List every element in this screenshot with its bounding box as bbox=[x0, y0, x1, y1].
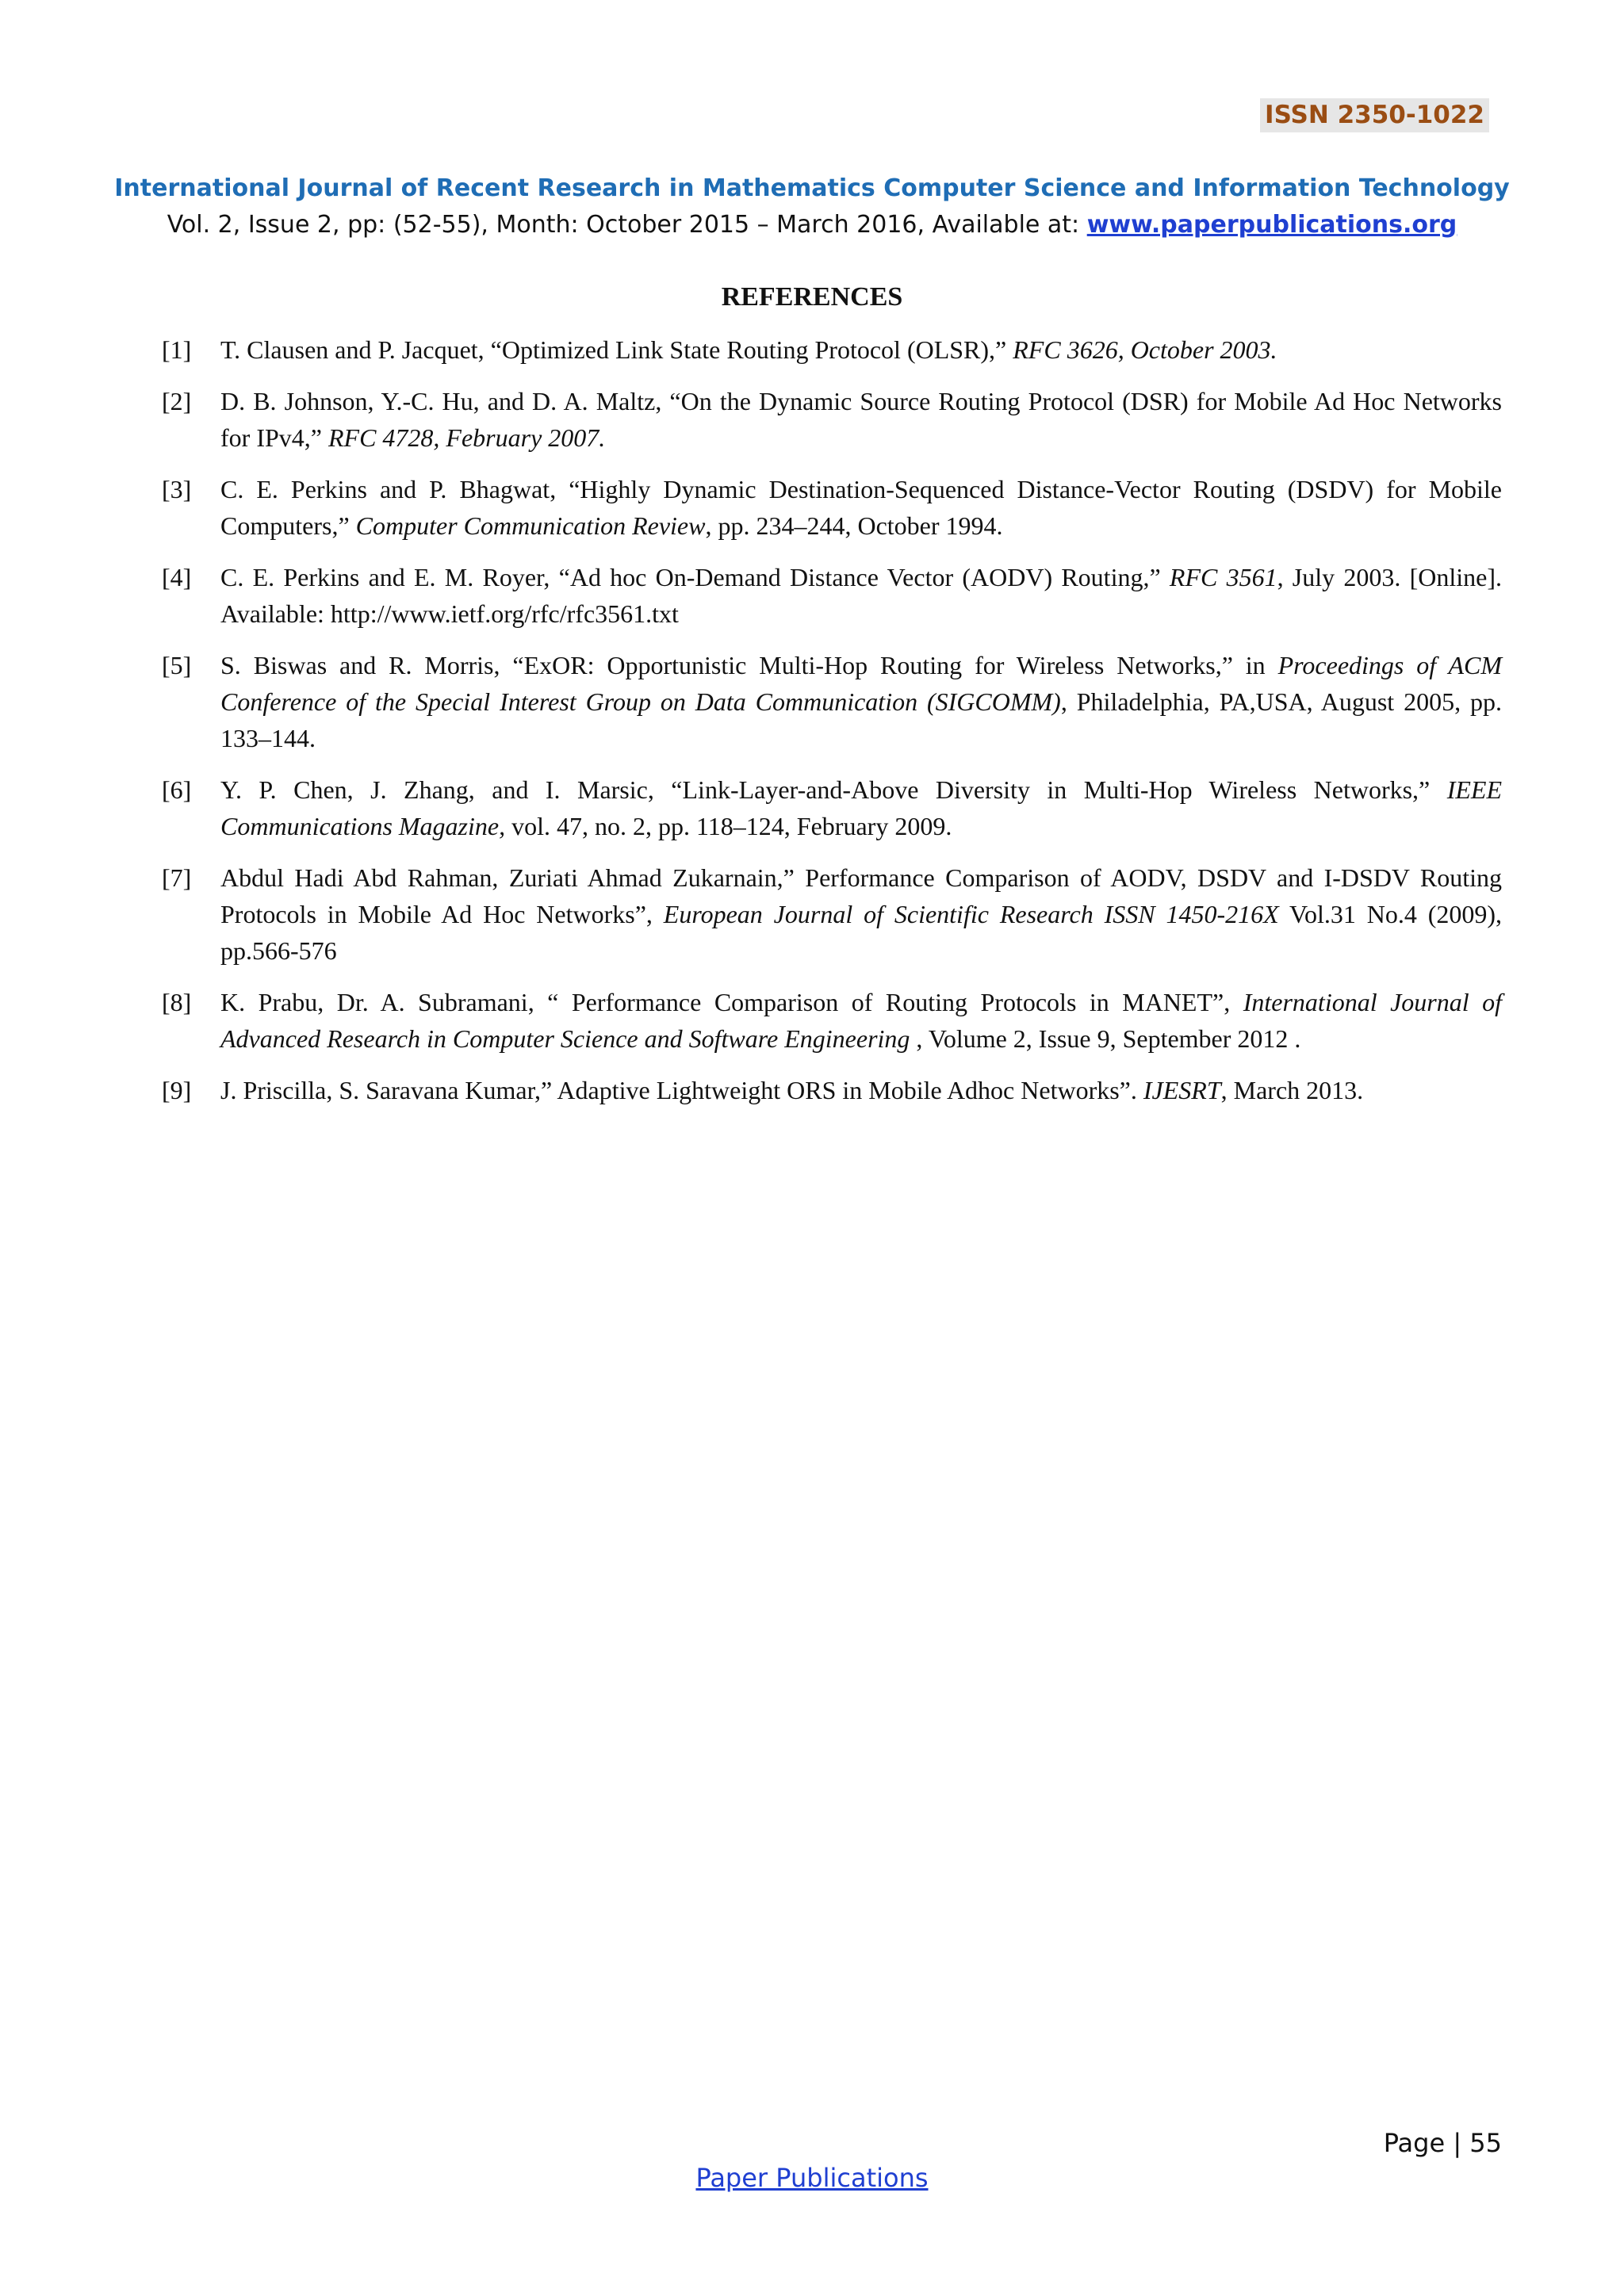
reference-text bbox=[220, 383, 1502, 456]
reference-item bbox=[162, 331, 1502, 368]
reference-number: [1] bbox=[162, 335, 192, 364]
reference-source: Proceedings of ACM Conference of the Special Interest Group on Data Communication (SIGCOMM) bbox=[220, 651, 1503, 716]
reference-source: IJESRT bbox=[1143, 1076, 1221, 1104]
reference-source: European Journal of Scientific Research ISSN 1450-216X bbox=[663, 900, 1279, 928]
reference-details: , March 2013. bbox=[1220, 1076, 1364, 1104]
reference-source: RFC 3626, October 2003. bbox=[1013, 335, 1277, 364]
reference-number: [7] bbox=[162, 863, 192, 892]
reference-list bbox=[162, 331, 1502, 1123]
reference-authors-title: C. E. Perkins and P. Bhagwat, “Highly Dynamic Destination-Sequenced Distance-Vector Routing (DSDV) for Mobile Computers,” bbox=[220, 475, 1502, 540]
reference-text bbox=[220, 984, 1502, 1057]
journal-title: International Journal of Recent Research in Mathematics Computer Science and Information Technology bbox=[114, 174, 1510, 202]
reference-number: [2] bbox=[162, 387, 192, 415]
reference-text bbox=[220, 771, 1502, 844]
reference-text bbox=[220, 559, 1502, 632]
reference-number: [3] bbox=[162, 475, 192, 503]
publisher-link[interactable]: Paper Publications bbox=[695, 2163, 929, 2193]
reference-text bbox=[220, 331, 1502, 368]
reference-authors-title: Abdul Hadi Abd Rahman, Zuriati Ahmad Zukarnain,” Performance Comparison of AODV, DSDV and I-DSDV Routing Protocols in Mobile Ad Hoc Networks”, bbox=[220, 863, 1502, 928]
reference-source: Computer Communication Review bbox=[355, 511, 706, 540]
reference-source: IEEE Communications Magazine, bbox=[220, 775, 1502, 840]
journal-info-text: Vol. 2, Issue 2, pp: (52-55), Month: October 2015 – March 2016, Available at: bbox=[167, 211, 1087, 239]
reference-number: [5] bbox=[162, 651, 192, 679]
reference-details: vol. 47, no. 2, pp. 118–124, February 2009. bbox=[505, 812, 952, 840]
reference-number: [4] bbox=[162, 563, 192, 591]
reference-item bbox=[162, 647, 1502, 756]
journal-info bbox=[0, 209, 1624, 240]
reference-number: [9] bbox=[162, 1076, 192, 1104]
reference-source: International Journal of Advanced Research in Computer Science and Software Engineering bbox=[220, 988, 1503, 1053]
reference-item bbox=[162, 1072, 1502, 1108]
reference-authors-title: C. E. Perkins and E. M. Royer, “Ad hoc On-Demand Distance Vector (AODV) Routing,” bbox=[220, 563, 1170, 591]
reference-details: Vol.31 No.4 (2009), pp.566-576 bbox=[220, 900, 1503, 965]
reference-source: RFC 3561 bbox=[1169, 563, 1277, 591]
reference-text bbox=[220, 471, 1502, 544]
reference-text bbox=[220, 1072, 1502, 1108]
reference-details: , July 2003. [Online]. Available: http://www.ietf.org/rfc/rfc3561.txt bbox=[220, 563, 1503, 628]
reference-item bbox=[162, 383, 1502, 456]
footer bbox=[0, 2163, 1624, 2193]
reference-item bbox=[162, 859, 1502, 969]
reference-authors-title: J. Priscilla, S. Saravana Kumar,” Adaptive Lightweight ORS in Mobile Adhoc Networks”. bbox=[220, 1076, 1143, 1104]
issn-label: ISSN 2350-1022 bbox=[1260, 98, 1489, 132]
reference-item bbox=[162, 559, 1502, 632]
page-number: Page | 55 bbox=[1383, 2128, 1502, 2158]
reference-item bbox=[162, 984, 1502, 1057]
reference-authors-title: D. B. Johnson, Y.-C. Hu, and D. A. Maltz, “On the Dynamic Source Routing Protocol (DSR) for Mobile Ad Hoc Networks for IPv4,” bbox=[220, 387, 1502, 452]
reference-authors-title: T. Clausen and P. Jacquet, “Optimized Link State Routing Protocol (OLSR),” bbox=[220, 335, 1013, 364]
reference-authors-title: Y. P. Chen, J. Zhang, and I. Marsic, “Link-Layer-and-Above Diversity in Multi-Hop Wireless Networks,” bbox=[220, 775, 1447, 804]
reference-item bbox=[162, 771, 1502, 844]
reference-authors-title: S. Biswas and R. Morris, “ExOR: Opportunistic Multi-Hop Routing for Wireless Networks,” in bbox=[220, 651, 1278, 679]
reference-text bbox=[220, 647, 1502, 756]
reference-item bbox=[162, 471, 1502, 544]
references-heading: REFERENCES bbox=[721, 282, 903, 312]
reference-text bbox=[220, 859, 1502, 969]
reference-details: , Volume 2, Issue 9, September 2012 . bbox=[910, 1024, 1301, 1053]
reference-source: RFC 4728, February 2007. bbox=[327, 423, 606, 452]
reference-details: , pp. 234–244, October 1994. bbox=[705, 511, 1003, 540]
journal-website-link[interactable]: www.paperpublications.org bbox=[1086, 211, 1457, 239]
reference-number: [8] bbox=[162, 988, 192, 1016]
reference-number: [6] bbox=[162, 775, 192, 804]
reference-details: , Philadelphia, PA,USA, August 2005, pp. 133–144. bbox=[220, 687, 1503, 752]
reference-authors-title: K. Prabu, Dr. A. Subramani, “ Performance Comparison of Routing Protocols in MANET”, bbox=[220, 988, 1243, 1016]
